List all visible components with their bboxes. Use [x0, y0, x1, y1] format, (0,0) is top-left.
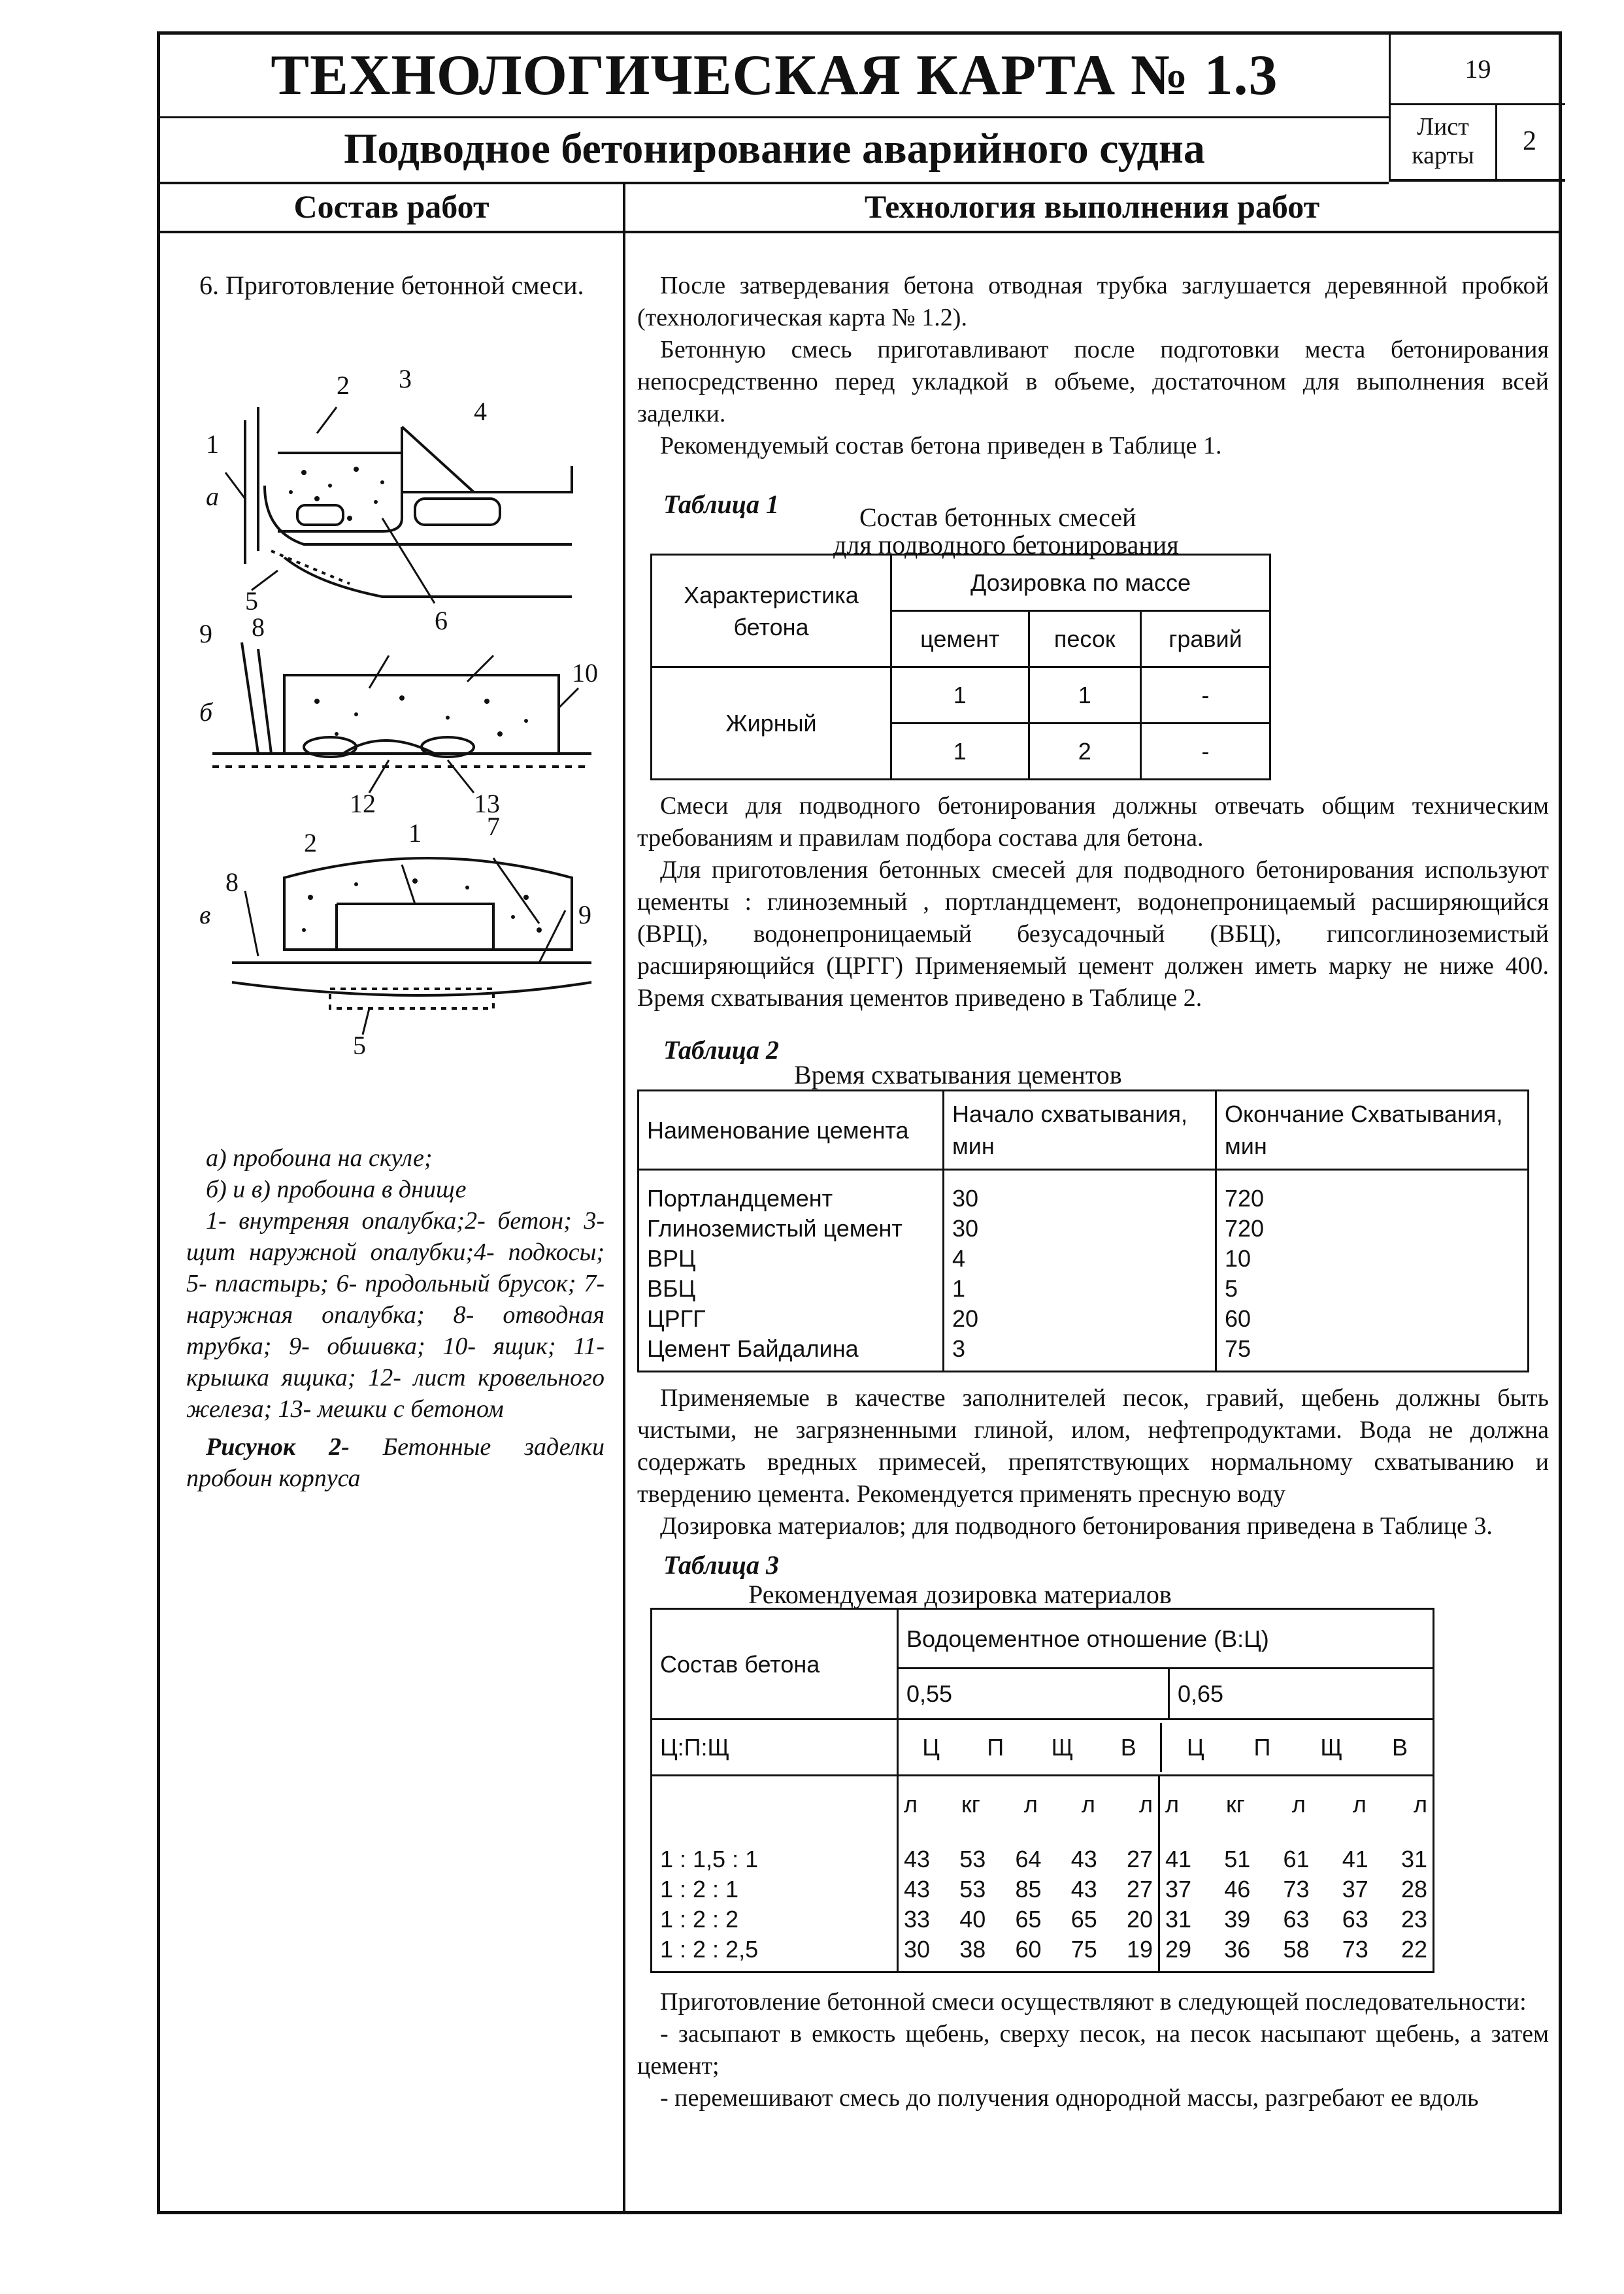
label-2a: 2	[337, 371, 350, 400]
t3-unit: л	[904, 1791, 918, 1818]
t3-h-ratio: Ц:П:Щ	[652, 1720, 898, 1776]
t3-row	[1165, 1844, 1427, 1874]
t1-cell: 1	[891, 723, 1029, 780]
t3-values	[898, 1776, 1434, 1972]
t2-h-name: Наименование цемента	[638, 1091, 944, 1170]
t2-start: 30	[952, 1185, 979, 1212]
t3-cell: 43	[904, 1846, 931, 1872]
table2-title: Время схватывания цементов	[794, 1060, 1122, 1089]
t3-unit: л	[1165, 1791, 1180, 1818]
t3-cell: 41	[1165, 1846, 1192, 1872]
t3-cell: 53	[959, 1876, 986, 1903]
t3-unit: л	[1413, 1791, 1427, 1818]
paragraph-1: После затвердевания бетона отводная трубка заглушается деревянной пробкой (технологическая карта № 1.2).	[637, 272, 1549, 331]
t3-values-055	[899, 1776, 1160, 1971]
paragraph-3: Рекомендуемый состав бетона приведен в Таблице 1.	[660, 432, 1222, 459]
t1-cell: -	[1140, 723, 1270, 780]
t3-ratio: 1 : 2 : 2	[660, 1906, 739, 1933]
t3-cell: 64	[1015, 1846, 1042, 1872]
t3-cell: 30	[904, 1936, 931, 1963]
t3-ratio: 1 : 1,5 : 1	[660, 1846, 759, 1872]
table1-title-2: для подводного бетонирования	[833, 530, 1179, 559]
t3-h-065: 0,65	[1178, 1680, 1224, 1707]
t3-col: В	[1391, 1734, 1408, 1761]
t2-h-end: Окончание Схватывания, мин	[1216, 1091, 1529, 1170]
t1-cell: -	[1140, 667, 1270, 723]
t3-col: Щ	[1051, 1734, 1074, 1761]
t3-cell: 41	[1342, 1846, 1368, 1872]
figure-title-text: Бетонные заделки пробоин корпуса	[186, 1433, 605, 1492]
label-5c: 5	[353, 1031, 366, 1060]
t3-unit: л	[1291, 1791, 1306, 1818]
t3-cell: 63	[1342, 1906, 1368, 1933]
column-divider	[623, 182, 625, 2214]
paragraph-5: Для приготовления бетонных смесей для подводного бетонирования используют цементы : глиноземный , портландцемент, водонепроницаемый расширяющийся (ВРЦ), водонепроницаемый безусадочный (ВБЦ), гипсоглиноземистый расширяющийся (ЦРГГ) Применяемый цемент должен иметь марку не ниже 400. Время схватывания цементов приведено в Таблице 2.	[637, 856, 1549, 1012]
t3-col-ratios	[652, 1776, 898, 1972]
t3-row	[904, 1874, 1153, 1904]
t1-cell: 2	[1029, 723, 1140, 780]
t2-name: Портландцемент	[647, 1185, 833, 1212]
t2-col-start	[944, 1170, 1216, 1372]
label-2c: 2	[304, 828, 317, 857]
t2-start: 1	[952, 1275, 966, 1302]
table3-heading	[637, 1549, 1549, 1608]
left-column	[186, 231, 605, 1492]
t2-name: ВРЦ	[647, 1245, 696, 1272]
t3-units-055	[904, 1789, 1153, 1820]
t3-cell: 65	[1070, 1906, 1097, 1933]
t3-ratio: 1 : 2 : 2,5	[660, 1936, 759, 1963]
table2-heading	[637, 1027, 1549, 1089]
label-1a: 1	[206, 429, 219, 459]
label-10b: 10	[572, 658, 598, 688]
t3-cell: 19	[1126, 1936, 1153, 1963]
figure-title	[186, 1431, 605, 1494]
label-7c: 7	[487, 812, 500, 841]
t1-h-sand: песок	[1029, 611, 1140, 667]
t3-col: В	[1120, 1734, 1136, 1761]
t3-cell: 61	[1283, 1846, 1310, 1872]
t3-unit: л	[1352, 1791, 1367, 1818]
paragraph-7: Дозировка материалов; для подводного бетонирования приведена в Таблице 3.	[660, 1512, 1493, 1540]
subfig-v-label: в	[199, 900, 211, 929]
t3-cell: 60	[1015, 1936, 1042, 1963]
t3-cell: 31	[1165, 1906, 1192, 1933]
table1-heading	[637, 482, 1549, 559]
t3-cell: 33	[904, 1906, 931, 1933]
t2-name: ЦРГГ	[647, 1305, 706, 1332]
label-5a: 5	[245, 586, 258, 616]
t3-row	[1165, 1904, 1427, 1935]
t3-h-wc: Водоцементное отношение (В:Ц)	[898, 1609, 1434, 1669]
t3-cell: 43	[904, 1876, 931, 1903]
t3-cell: 58	[1283, 1936, 1310, 1963]
document-subtitle: Подводное бетонирование аварийного судна	[160, 116, 1389, 184]
t2-start: 20	[952, 1305, 979, 1332]
t3-col: Ц	[922, 1734, 940, 1761]
t1-h-gravel: гравий	[1140, 611, 1270, 667]
sheet-label-line2: карты	[1412, 142, 1474, 169]
t3-cell: 51	[1224, 1846, 1251, 1872]
caption-b-v: б) и в) пробоина в днище	[206, 1176, 467, 1203]
paragraph-10: - перемешивают смесь до получения однородной массы, разгребают ее вдоль	[660, 2084, 1479, 2112]
t3-row	[904, 1904, 1153, 1935]
t1-h-char: Характеристика бетона	[652, 555, 891, 667]
right-column	[637, 231, 1549, 2114]
t2-end: 75	[1225, 1335, 1251, 1362]
header-box	[1389, 35, 1565, 182]
t3-cell: 37	[1165, 1876, 1192, 1903]
t3-cell: 27	[1126, 1846, 1153, 1872]
t3-cell: 37	[1342, 1876, 1368, 1903]
t3-cell: 85	[1015, 1876, 1042, 1903]
figure-2-drawing	[186, 335, 605, 1139]
label-13b: 13	[474, 789, 500, 818]
figure-caption	[186, 1142, 605, 1494]
t3-cell: 73	[1283, 1876, 1310, 1903]
label-8b: 8	[252, 612, 265, 642]
figure-legend: 1- внутреняя опалубка;2- бетон; 3- щит наружной опалубки;4- подкосы; 5- пластырь; 6- продольный брусок; 7- наружная опалубка; 8- отводная трубка; 9- обшивка; 10- ящик; 11- крышка ящика; 12- лист кровельного железа; 13- мешки с бетоном	[186, 1207, 605, 1423]
t2-end: 60	[1225, 1305, 1251, 1332]
t3-cell: 46	[1224, 1876, 1251, 1903]
t3-cell: 20	[1126, 1906, 1153, 1933]
t3-unit: кг	[1226, 1791, 1245, 1818]
table1-title-1: Состав бетонных смесей	[859, 503, 1136, 532]
subfig-b-label: б	[199, 697, 213, 727]
t3-cell: 63	[1283, 1906, 1310, 1933]
t3-row	[904, 1935, 1153, 1965]
t3-values-065	[1160, 1776, 1433, 1971]
t2-col-end	[1216, 1170, 1529, 1372]
t3-cell: 31	[1400, 1846, 1427, 1872]
label-8c: 8	[225, 867, 239, 897]
label-3a: 3	[399, 364, 412, 393]
table-3	[650, 1608, 1434, 1973]
figure-label: Рисунок 2-	[206, 1433, 350, 1461]
table3-label: Таблица 3	[663, 1550, 779, 1580]
document-frame	[157, 31, 1562, 2214]
t3-ratio: 1 : 2 : 1	[660, 1876, 739, 1903]
t3-cols-055	[899, 1723, 1162, 1772]
label-1c: 1	[408, 818, 422, 848]
t3-cell: 75	[1070, 1936, 1097, 1963]
t3-cell: 73	[1342, 1936, 1368, 1963]
t3-units-065	[1165, 1789, 1427, 1820]
paragraph-6: Применяемые в качестве заполнителей песок, гравий, щебень должны быть чистыми, не загрязненными глиной, илом, нефтепродуктами. Вода не должна содержать вредных примесей, препятствующих нормальному схватыванию и твердению цемента. Рекомендуется применять пресную воду	[637, 1384, 1549, 1508]
t2-h-start: Начало схватывания, мин	[944, 1091, 1216, 1170]
table3-title: Рекомендуемая дозировка материалов	[748, 1580, 1172, 1609]
t3-h-055: 0,55	[899, 1669, 1170, 1718]
t3-unit: л	[1081, 1791, 1095, 1818]
t3-row	[1165, 1935, 1427, 1965]
t3-cell: 29	[1165, 1936, 1192, 1963]
t1-row-name: Жирный	[652, 667, 891, 780]
t3-cell: 43	[1070, 1846, 1097, 1872]
work-step: 6. Приготовление бетонной смеси.	[199, 271, 584, 300]
table1-label: Таблица 1	[663, 490, 779, 519]
paragraph-8: Приготовление бетонной смеси осуществляют в следующей последовательности:	[660, 1988, 1527, 2016]
t3-unit: кг	[961, 1791, 980, 1818]
t2-name: Глиноземистый цемент	[647, 1215, 903, 1242]
t3-row	[1165, 1874, 1427, 1904]
table-1	[650, 554, 1271, 780]
sheet-label	[1391, 103, 1497, 179]
t2-start: 30	[952, 1215, 979, 1242]
t3-cell: 39	[1224, 1906, 1251, 1933]
t3-cell: 65	[1015, 1906, 1042, 1933]
t3-h-comp: Состав бетона	[652, 1609, 898, 1720]
t3-col: П	[1253, 1734, 1271, 1761]
t1-cell: 1	[891, 667, 1029, 723]
t3-cell: 22	[1400, 1936, 1427, 1963]
t3-h-cols	[898, 1720, 1434, 1776]
t3-row	[904, 1844, 1153, 1874]
t2-end: 720	[1225, 1185, 1265, 1212]
t3-cell: 28	[1400, 1876, 1427, 1903]
label-4a: 4	[474, 397, 487, 426]
t3-col: Щ	[1320, 1734, 1343, 1761]
label-9c: 9	[578, 900, 591, 929]
t2-col-names	[638, 1170, 944, 1372]
paragraph-2: Бетонную смесь приготавливают после подготовки места бетонирования непосредственно перед укладкой в объеме, достаточном для выполнения всей заделки.	[637, 336, 1549, 427]
t3-cols-065	[1162, 1723, 1433, 1772]
t2-start: 3	[952, 1335, 966, 1362]
t2-name: ВБЦ	[647, 1275, 696, 1302]
t3-cell: 38	[959, 1936, 986, 1963]
table-2	[637, 1089, 1529, 1372]
t3-cell: 36	[1224, 1936, 1251, 1963]
paragraph-4: Смеси для подводного бетонирования должны отвечать общим техническим требованиям и правилам подбора состава для бетона.	[637, 792, 1549, 852]
table2-label: Таблица 2	[663, 1035, 779, 1065]
t3-cell: 43	[1070, 1876, 1097, 1903]
t3-unit: л	[1023, 1791, 1038, 1818]
label-6a: 6	[435, 606, 448, 635]
column-header-right: Технология выполнения работ	[625, 182, 1559, 233]
label-12b: 12	[350, 789, 376, 818]
t3-unit: л	[1138, 1791, 1153, 1818]
t2-end: 5	[1225, 1275, 1238, 1302]
t3-cell: 27	[1126, 1876, 1153, 1903]
column-header-left: Состав работ	[160, 182, 623, 233]
t1-h-dose: Дозировка по массе	[891, 555, 1270, 611]
page-number: 19	[1391, 35, 1565, 105]
t2-name: Цемент Байдалина	[647, 1335, 859, 1362]
t2-end: 720	[1225, 1215, 1265, 1242]
subfig-a-label: а	[206, 482, 219, 511]
t1-cell: 1	[1029, 667, 1140, 723]
t3-col: П	[987, 1734, 1004, 1761]
label-9b: 9	[199, 619, 212, 648]
sheet-number: 2	[1523, 126, 1536, 156]
t3-cell: 40	[959, 1906, 986, 1933]
t1-h-cement: цемент	[891, 611, 1029, 667]
t3-col: Ц	[1186, 1734, 1204, 1761]
document-title: ТЕХНОЛОГИЧЕСКАЯ КАРТА № 1.3	[160, 35, 1389, 118]
sheet-label-line1: Лист	[1417, 113, 1469, 141]
t3-cell: 53	[959, 1846, 986, 1872]
t2-start: 4	[952, 1245, 966, 1272]
t3-h-ratios	[898, 1669, 1434, 1720]
t2-end: 10	[1225, 1245, 1251, 1272]
caption-a: а) пробоина на скуле;	[206, 1144, 433, 1172]
t3-cell: 23	[1400, 1906, 1427, 1933]
paragraph-9: - засыпают в емкость щебень, сверху песок, на песок насыпают щебень, а затем цемент;	[637, 2020, 1549, 2080]
